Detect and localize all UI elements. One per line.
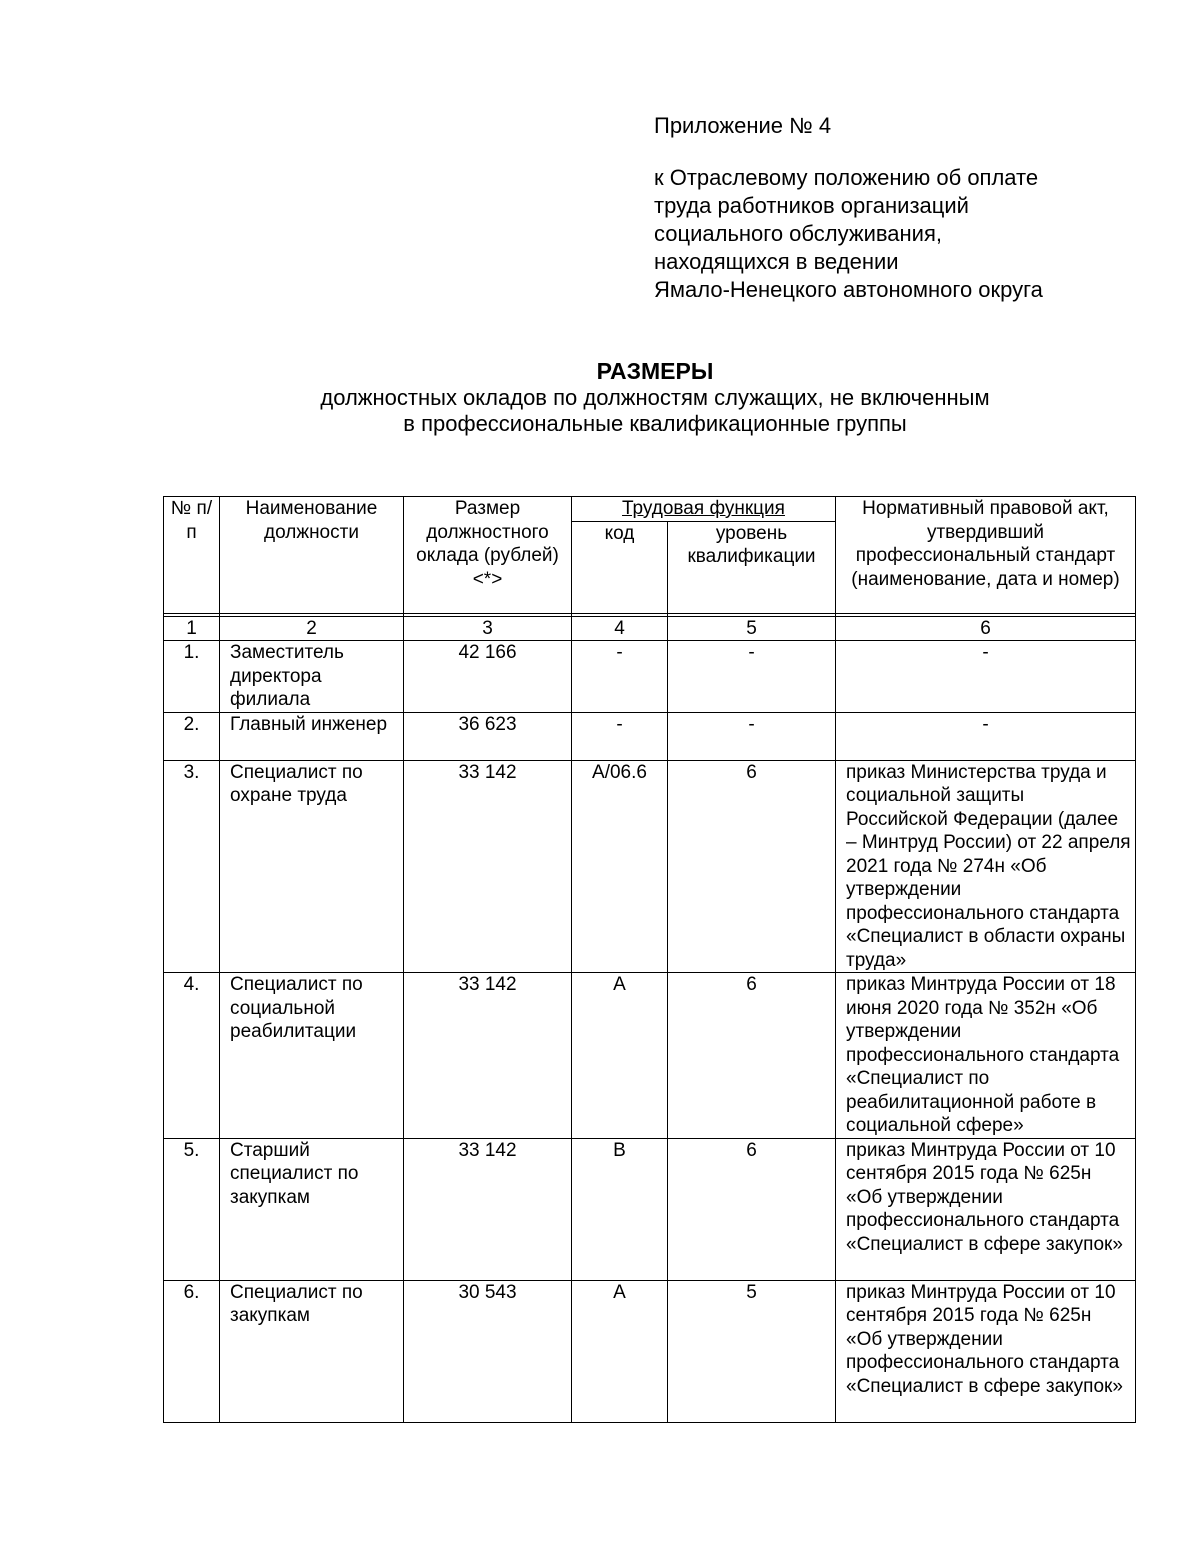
table-header-row bbox=[164, 497, 1136, 522]
row-act: приказ Минтруда России от 18 июня 2020 года № 352н «Об утверждении профессионального стандарта «Специалист по реабилитационной работе в социальной сфере» bbox=[836, 973, 1136, 1139]
header-function-group: Трудовая функция bbox=[572, 497, 836, 522]
table-row bbox=[164, 712, 1136, 760]
row-name: Специалист по охране труда bbox=[220, 760, 404, 973]
annex-line: социального обслуживания, bbox=[654, 221, 942, 246]
row-salary: 33 142 bbox=[404, 760, 572, 973]
table-row bbox=[164, 973, 1136, 1139]
row-code: В bbox=[572, 1138, 668, 1280]
row-level: 6 bbox=[668, 760, 836, 973]
row-level: - bbox=[668, 712, 836, 760]
row-act: приказ Минтруда России от 10 сентября 2015 года № 625н «Об утверждении профессионального стандарта «Специалист в сфере закупок» bbox=[836, 1138, 1136, 1280]
header-level: уровень квалификации bbox=[668, 521, 836, 613]
table-row bbox=[164, 760, 1136, 973]
row-name: Специалист по социальной реабилитации bbox=[220, 973, 404, 1139]
row-num: 5. bbox=[164, 1138, 220, 1280]
row-num: 3. bbox=[164, 760, 220, 973]
header-act: Нормативный правовой акт, утвердивший профессиональный стандарт (наименование, дата и номер) bbox=[836, 497, 1136, 614]
annex-line: Ямало-Ненецкого автономного округа bbox=[654, 277, 1043, 302]
annex-line: труда работников организаций bbox=[654, 193, 969, 218]
row-act: - bbox=[836, 641, 1136, 713]
table-row bbox=[164, 1138, 1136, 1280]
row-num: 6. bbox=[164, 1280, 220, 1422]
row-name: Главный инженер bbox=[220, 712, 404, 760]
annex-block bbox=[654, 112, 1174, 304]
header-salary: Размер должностного оклада (рублей) <*> bbox=[404, 497, 572, 614]
row-act: приказ Министерства труда и социальной защиты Российской Федерации (далее – Минтруд России) от 22 апреля 2021 года № 274н «Об утверждении профессионального стандарта «Специалист в области охраны труда» bbox=[836, 760, 1136, 973]
row-level: 6 bbox=[668, 973, 836, 1139]
row-act: приказ Минтруда России от 10 сентября 2015 года № 625н «Об утверждении профессионального стандарта «Специалист в сфере закупок» bbox=[836, 1280, 1136, 1422]
title-heading: РАЗМЕРЫ bbox=[596, 358, 714, 384]
annex-line: к Отраслевому положению об оплате bbox=[654, 165, 1039, 190]
row-num: 4. bbox=[164, 973, 220, 1139]
row-name: Специалист по закупкам bbox=[220, 1280, 404, 1422]
column-number: 3 bbox=[404, 616, 572, 641]
annex-number: Приложение № 4 bbox=[654, 113, 832, 138]
row-code: А/06.6 bbox=[572, 760, 668, 973]
table-row bbox=[164, 641, 1136, 713]
row-code: - bbox=[572, 712, 668, 760]
row-num: 1. bbox=[164, 641, 220, 713]
document-title bbox=[160, 358, 1150, 437]
header-name: Наименование должности bbox=[220, 497, 404, 614]
row-num: 2. bbox=[164, 712, 220, 760]
row-salary: 33 142 bbox=[404, 973, 572, 1139]
row-level: 6 bbox=[668, 1138, 836, 1280]
title-subtitle-line: должностных окладов по должностям служащих, не включенным bbox=[320, 385, 990, 410]
column-number: 4 bbox=[572, 616, 668, 641]
row-code: А bbox=[572, 973, 668, 1139]
column-numbers-row bbox=[164, 616, 1136, 641]
column-number: 6 bbox=[836, 616, 1136, 641]
row-salary: 33 142 bbox=[404, 1138, 572, 1280]
row-code: - bbox=[572, 641, 668, 713]
row-salary: 30 543 bbox=[404, 1280, 572, 1422]
column-number: 1 bbox=[164, 616, 220, 641]
row-level: - bbox=[668, 641, 836, 713]
row-level: 5 bbox=[668, 1280, 836, 1422]
annex-line: находящихся в ведении bbox=[654, 249, 899, 274]
column-number: 2 bbox=[220, 616, 404, 641]
row-name: Старший специалист по закупкам bbox=[220, 1138, 404, 1280]
row-name: Заместитель директора филиала bbox=[220, 641, 404, 713]
row-salary: 42 166 bbox=[404, 641, 572, 713]
row-code: А bbox=[572, 1280, 668, 1422]
row-salary: 36 623 bbox=[404, 712, 572, 760]
header-code: код bbox=[572, 521, 668, 613]
header-num: № п/п bbox=[164, 497, 220, 614]
column-number: 5 bbox=[668, 616, 836, 641]
row-act: - bbox=[836, 712, 1136, 760]
title-subtitle-line: в профессиональные квалификационные группы bbox=[403, 411, 907, 436]
table-row bbox=[164, 1280, 1136, 1422]
salary-table bbox=[163, 496, 1136, 1423]
